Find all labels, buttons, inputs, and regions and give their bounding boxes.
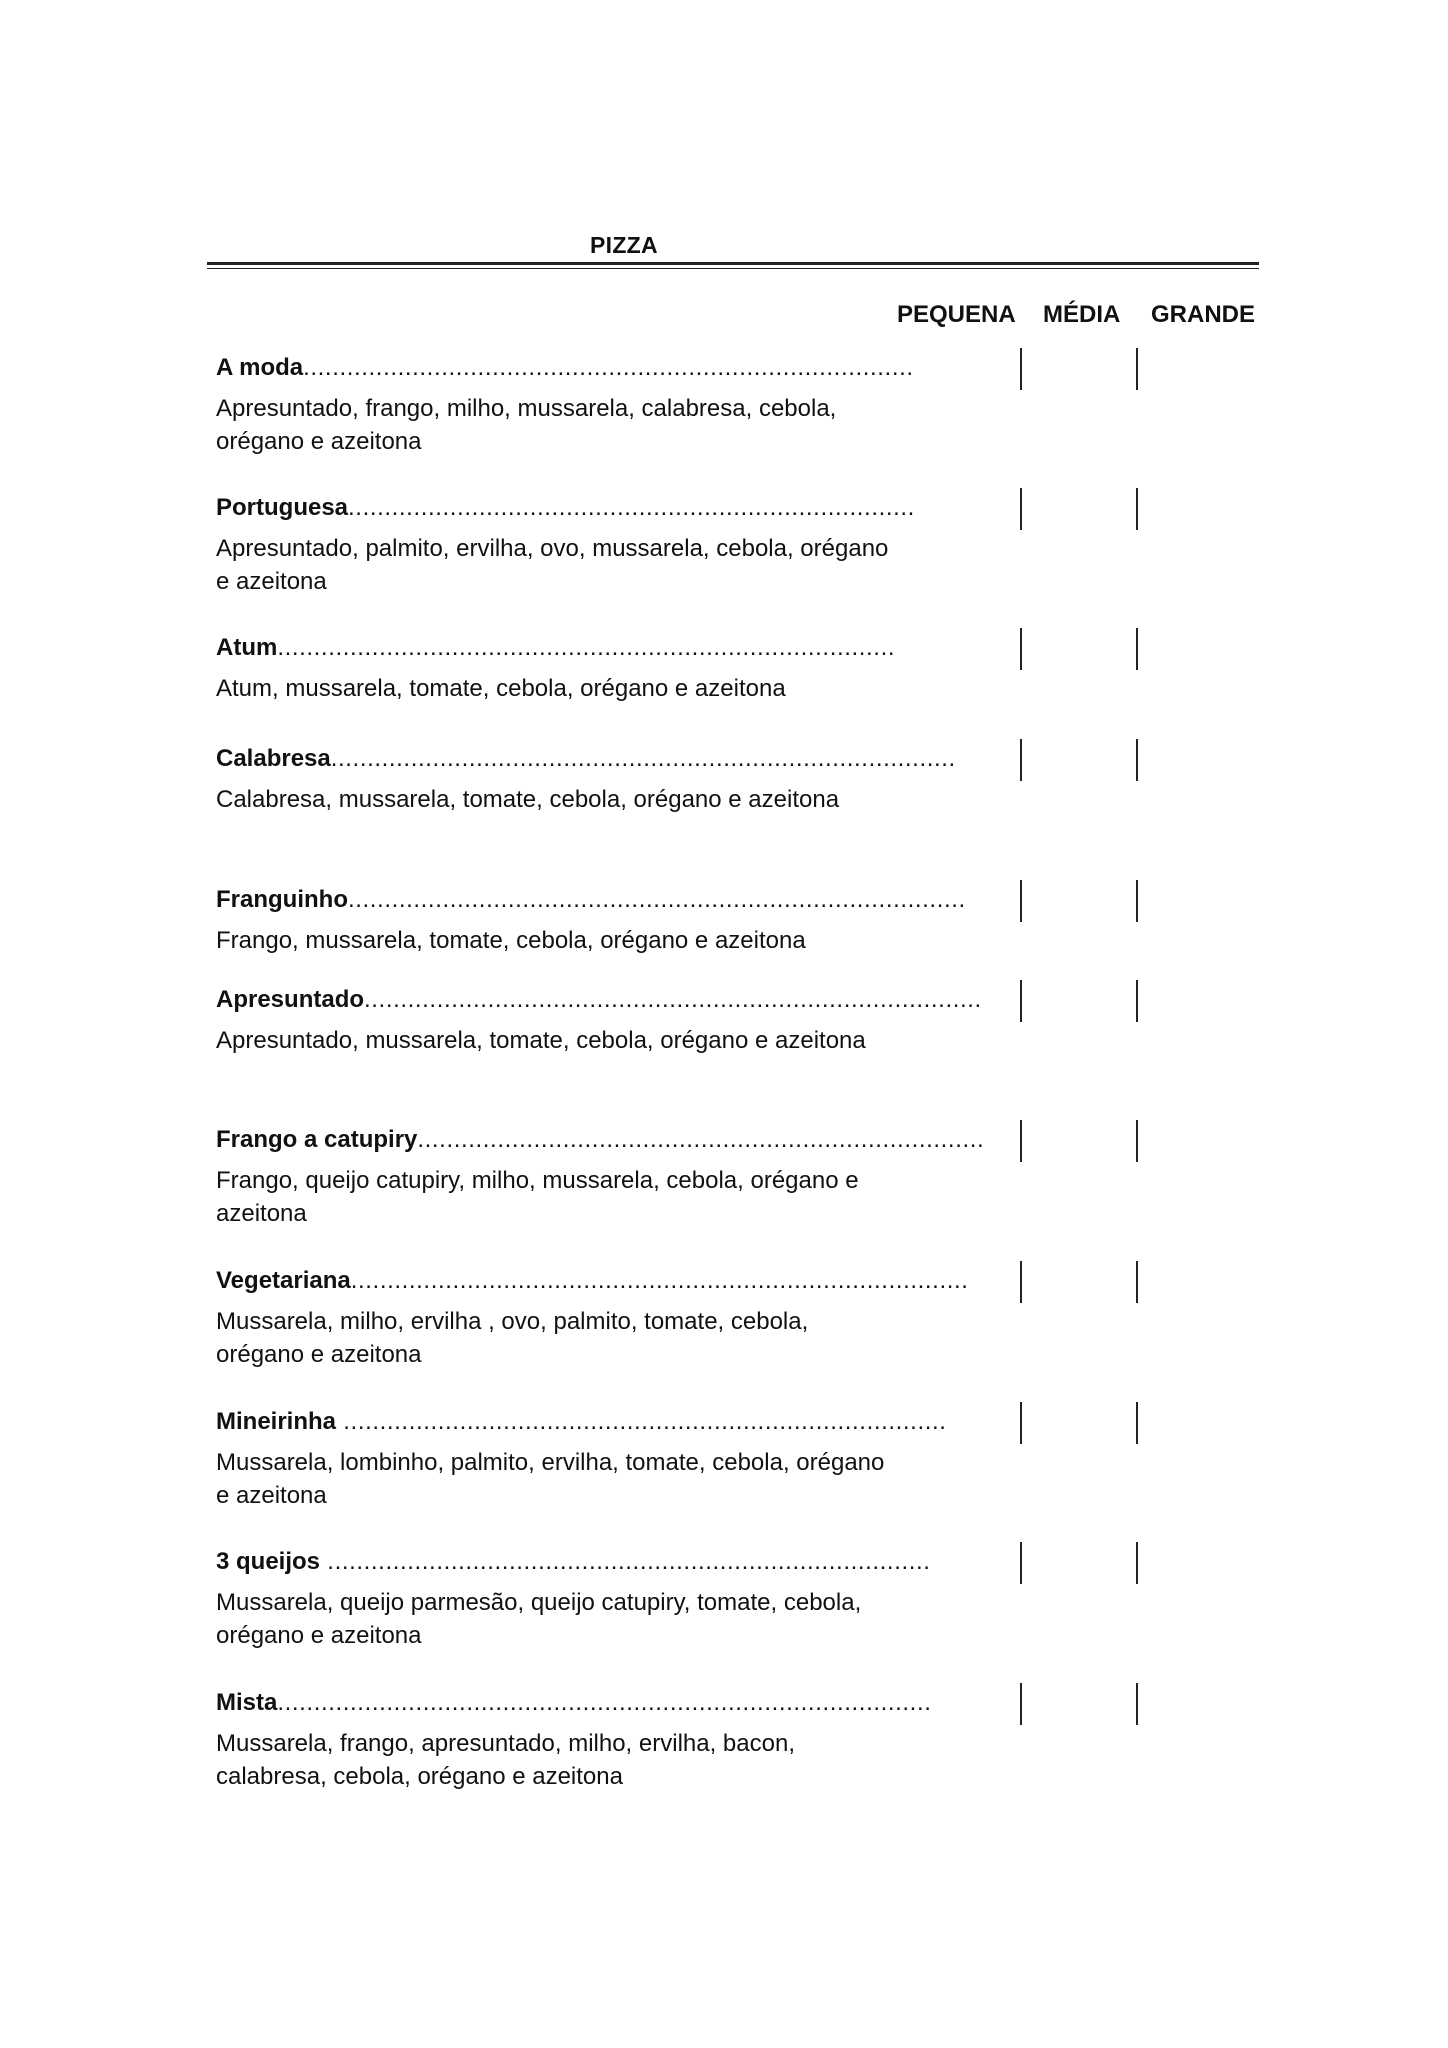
price-divider: [1020, 1683, 1022, 1725]
price-divider: [1136, 880, 1138, 922]
item-name: Calabresa: [216, 745, 331, 772]
item-leader-dots: ..............................................................................: [348, 494, 915, 521]
price-divider: [1136, 1683, 1138, 1725]
item-description: Frango, queijo catupiry, milho, mussarela, cebola, orégano e azeitona: [216, 1167, 859, 1227]
menu-item: [216, 1265, 1256, 1368]
price-divider: [1136, 348, 1138, 390]
price-divider: [1136, 980, 1138, 1022]
item-description: Mussarela, milho, ervilha , ovo, palmito, tomate, cebola, orégano e azeitona: [216, 1308, 809, 1368]
price-divider: [1136, 1261, 1138, 1303]
item-leader-dots: .....................................................................................: [277, 634, 896, 661]
item-name: Franguinho: [216, 886, 348, 913]
item-leader-dots: ....................................................................................: [303, 354, 914, 381]
price-divider: [1020, 1542, 1022, 1584]
item-name: Frango a catupiry: [216, 1126, 418, 1153]
item-description: Mussarela, frango, apresuntado, milho, ervilha, bacon, calabresa, cebola, orégano e azeitona: [216, 1730, 795, 1790]
item-name: Vegetariana: [216, 1267, 351, 1294]
item-description: Mussarela, queijo parmesão, queijo catupiry, tomate, cebola, orégano e azeitona: [216, 1589, 862, 1649]
item-name: Mineirinha: [216, 1408, 337, 1435]
menu-item: [216, 1406, 1256, 1509]
menu-item: [216, 632, 1256, 732]
title-divider-thick: [207, 262, 1259, 265]
item-leader-dots: ..............................................................................: [417, 1126, 985, 1153]
item-description: Atum, mussarela, tomate, cebola, orégano e azeitona: [216, 675, 786, 702]
price-divider: [1136, 739, 1138, 781]
column-header-media: MÉDIA: [1043, 301, 1121, 328]
column-header-pequena: PEQUENA: [897, 301, 1016, 328]
column-header-grande: GRANDE: [1151, 301, 1256, 328]
price-divider: [1020, 980, 1022, 1022]
item-name: Portuguesa: [216, 494, 349, 521]
price-divider: [1020, 880, 1022, 922]
price-divider: [1020, 1402, 1022, 1444]
item-leader-dots: .....................................................................................: [347, 886, 966, 913]
menu-item: [216, 352, 1256, 455]
price-divider: [1020, 1261, 1022, 1303]
item-description: Apresuntado, frango, milho, mussarela, calabresa, cebola, orégano e azeitona: [216, 395, 837, 455]
item-name: Apresuntado: [216, 986, 365, 1013]
item-name: Atum: [216, 634, 278, 661]
item-description: Frango, mussarela, tomate, cebola, orégano e azeitona: [216, 927, 806, 954]
price-divider: [1020, 348, 1022, 390]
item-leader-dots: ...................................................................................: [320, 1548, 931, 1575]
price-divider: [1136, 1402, 1138, 1444]
item-name: 3 queijos: [216, 1548, 321, 1575]
item-leader-dots: .....................................................................................: [364, 986, 982, 1013]
menu-item: [216, 1124, 1256, 1227]
price-divider: [1136, 628, 1138, 670]
item-leader-dots: ......................................................................................: [330, 745, 956, 772]
price-divider: [1020, 488, 1022, 530]
menu-item: [216, 743, 1256, 843]
price-divider: [1020, 739, 1022, 781]
price-divider: [1136, 1542, 1138, 1584]
price-divider: [1020, 628, 1022, 670]
menu-item: [216, 984, 1256, 1084]
menu-item: [216, 492, 1256, 595]
item-name: A moda: [216, 354, 304, 381]
item-leader-dots: ...................................................................................: [336, 1408, 947, 1435]
title-divider-thin: [207, 268, 1259, 269]
menu-item: [216, 1546, 1256, 1649]
item-name: Mista: [216, 1689, 278, 1716]
item-leader-dots: ..........................................................................................: [277, 1689, 932, 1716]
item-description: Mussarela, lombinho, palmito, ervilha, tomate, cebola, orégano e azeitona: [216, 1449, 885, 1509]
item-description: Apresuntado, mussarela, tomate, cebola, orégano e azeitona: [216, 1027, 866, 1054]
item-description: Calabresa, mussarela, tomate, cebola, orégano e azeitona: [216, 786, 840, 813]
item-leader-dots: .....................................................................................: [350, 1267, 969, 1294]
price-divider: [1136, 1120, 1138, 1162]
item-description: Apresuntado, palmito, ervilha, ovo, mussarela, cebola, orégano e azeitona: [216, 535, 889, 595]
menu-item: [216, 884, 1256, 984]
price-divider: [1020, 1120, 1022, 1162]
menu-title: PIZZA: [590, 232, 658, 258]
menu-item: [216, 1687, 1256, 1790]
price-divider: [1136, 488, 1138, 530]
